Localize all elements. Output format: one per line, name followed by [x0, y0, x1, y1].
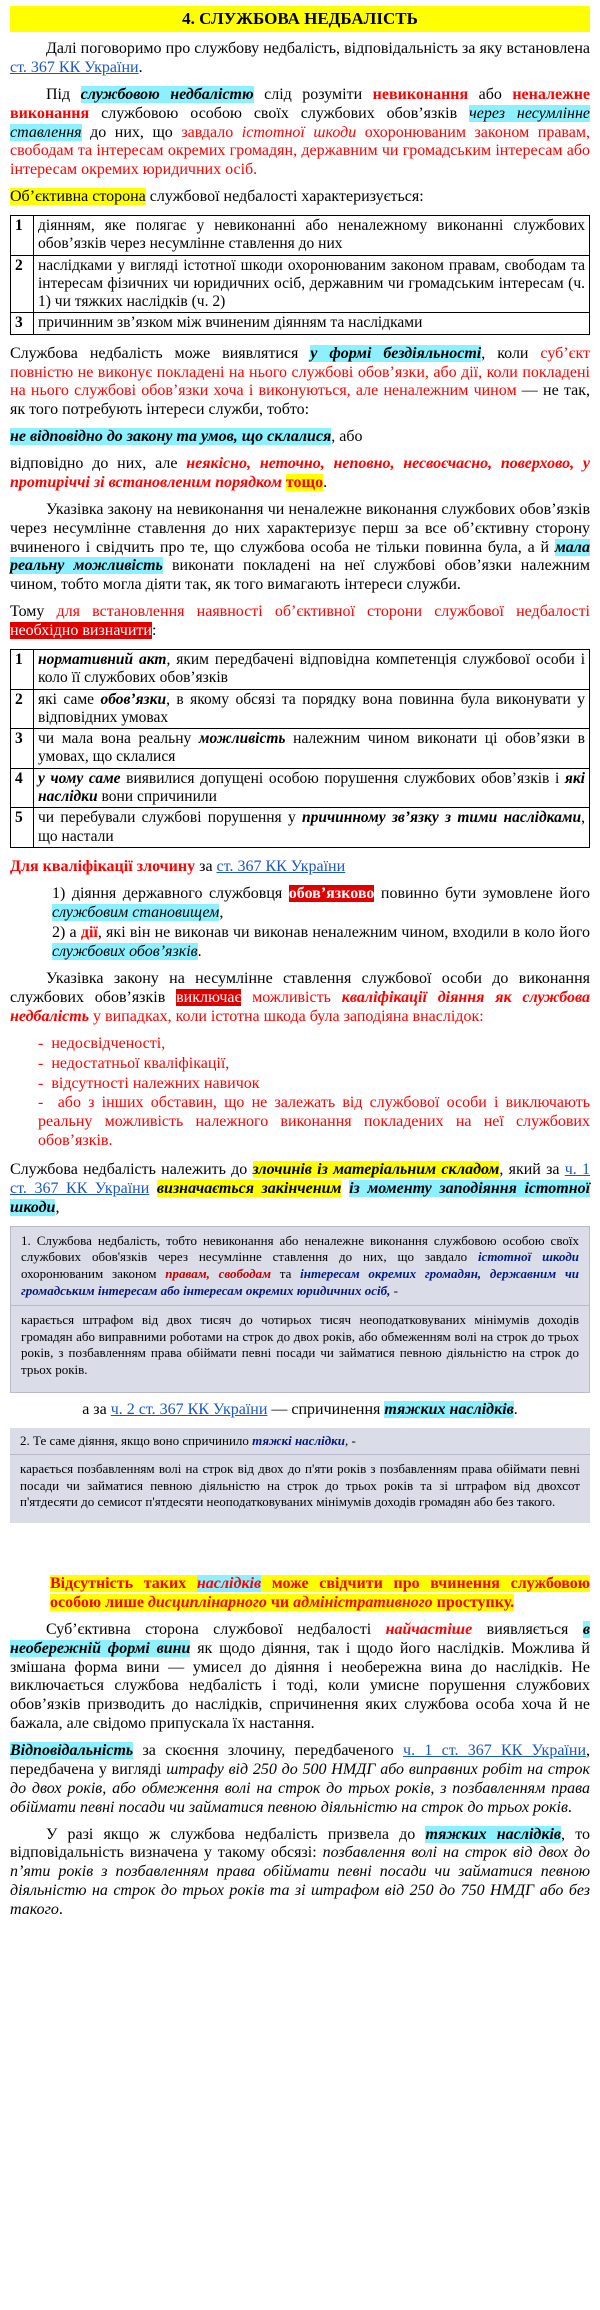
term-official-negligence: службовою недбалістю [80, 85, 254, 103]
table-row: 4 у чому саме виявилися допущені особою порушення службових обов’язків і які наслідки вони спричинили [11, 768, 590, 808]
omission-paragraph: Службова недбалість може виявлятися у формі бездіяльності, коли суб’єкт повністю не виконує покладені на нього службові обов’язки, або дії, коли покладені на нього службові обов’язки хоча і виконуються, але неналежним чином — не так, як того потребують інтереси служби, тобто: [10, 344, 591, 419]
list-item: 2) а дії, які він не виконав чи виконав неналежним чином, входили в коло його службових обов’язків. [52, 924, 590, 961]
article-367-link-2[interactable]: ст. 367 КК України [216, 857, 346, 875]
list-item: - або з інших обставин, що не залежать від службової особи і виключають реальну можливість належного виконання покладених на неї службових обов’язків. [38, 1094, 591, 1150]
subjective-paragraph: Суб’єктивна сторона службової недбалості найчастіше виявляється в необережній формі вини як щодо діяння, так і щодо його наслідків. Можлива й змішана форма вини — умисел до діяння і необережна вина до наслідків. Не виключається службова недбалість і тоді, коли умисне порушення службових обов’язків призводить до наслідків, спричинення яких службова особа хоча й не бажала, але свідомо припускала їх настання. [10, 1620, 590, 1733]
qualification-list [10, 885, 590, 963]
grave-consequences-paragraph: У разі якщо ж службова недбалість призвела до тяжких наслідків, то відповідальність визначена у такому обсязі: позбавлення волі на строк від двох до п’яти років з позбавленням права обіймати певні посади чи займатися певною діяльністю на строк до трьох років та зі штрафом від 250 до 750 НМДГ або без такого. [10, 1825, 591, 1919]
objective-side-table [10, 215, 590, 335]
divider [11, 1305, 589, 1306]
law-indication-paragraph: Указівка закону на невиконання чи неналежне виконання службових обов’язків через несумлінне ставлення до них характеризує перш за все об’єктивну сторону вчиненого і свідчить про те, що службова особа не тільки повинна була, а й мала реальну можливість виконати покладені на неї службові обов’язки належним чином, тобто могла діяти так, як того вимагають інтереси служби. [10, 500, 590, 594]
table-row: 3 чи мала вона реальну можливість належним чином виконати ці обов’язки в умовах, що склалися [11, 729, 590, 769]
part2-line: а за ч. 2 ст. 367 КК України — спричинення тяжких наслідків. [82, 1400, 518, 1418]
excludes-paragraph: Указівка закону на несумлінне ставлення службової особи до виконання службових обов’язків виключає можливість кваліфікації діяння як службова недбалість у випадках, коли істотна шкода була заподіяна внаслідок: [10, 970, 591, 1025]
divider [10, 1454, 590, 1455]
absence-paragraph: Відсутність таких наслідків може свідчити про вчинення службовою особою лише дисциплінарного чи адміністративного проступку. [50, 1575, 591, 1611]
causes-list [10, 1035, 590, 1151]
therefore-line: Тому для встановлення наявності об’єктивної сторони службової недбалості необхідно визначити: [10, 603, 591, 640]
article-367-part1-link[interactable]: ч. 1 ст. 367 КК України [10, 1161, 591, 1197]
page-title: 4. СЛУЖБОВА НЕДБАЛІСТЬ [10, 6, 590, 32]
table-row: 2 наслідками у вигляді істотної шкоди охоронюваним законом правам, свободам та інтересам фізичних чи юридичних осіб, державним чи громадським інтересам (ч. 1) чи тяжких наслідків (ч. 2) [11, 255, 590, 313]
table-row: 5 чи перебували службові порушення у причинному зв’язку з тими наслідками, що настали [11, 808, 590, 848]
law-quote-part1: 1. Службова недбалість, тобто невиконання або неналежне виконання службовою особою своїх службових обов'язків через несумлінне ставлення до них, що завдало істотної шкоди охоронюваним законом правам, свободам та інтересам окремих громадян, державним чи громадським інтересам або інтересам окремих юридичних осіб, - карається штрафом від двох тисяч до чотирьох тисяч неоподатковуваних мінімумів доходів громадян або виправними роботами на строк до двох років, або обмеженням волі на строк до трьох років, з позбавленням права обіймати певні посади чи займатися певною діяльністю на строк до трьох років. [10, 1226, 590, 1393]
table-row: 1 нормативний акт, яким передбачені відповідна компетенція службової особи і коло її службових обов’язків [11, 649, 590, 689]
qualification-heading: Для кваліфікації злочину за ст. 367 КК України [10, 857, 346, 875]
list-item: 1) діяння державного службовця обов’язково повинно бути зумовлене його службовим становищем, [52, 884, 590, 921]
according-paragraph: відповідно до них, але неякісно, неточно, неповно, несвоєчасно, поверхово, у протиріччі зі встановленим порядком тощо. [10, 455, 591, 491]
not-law-line: не відповідно до закону та умов, що склалися, або [10, 428, 363, 446]
list-item: - недосвідченості, [38, 1034, 166, 1052]
article-367-part1-link-2[interactable]: ч. 1 ст. 367 КК України [403, 1742, 587, 1760]
list-item: - недостатньої кваліфікації, [38, 1054, 230, 1072]
material-paragraph: Службова недбалість належить до злочинів із матеріальним складом, який за ч. 1 ст. 367 КК України визначається закінченим із моменту заподіяння істотної шкоди, [10, 1161, 591, 1216]
law-quote-part2: 2. Те саме діяння, якщо воно спричинило тяжкі наслідки, - карається позбавленням волі на строк від двох до п'яти років з позбавленням права обіймати певні посади чи займатися певною діяльністю на строк до трьох років та зі штрафом від двохсот п'ятдесяти до семисот п'ятдесяти неоподатковуваних мінімумів доходів громадян або без такого. [10, 1428, 590, 1524]
table-row: 1 діянням, яке полягає у невиконанні або неналежному виконанні службових обов’язків через несумлінне ставлення до них [11, 216, 590, 256]
intro-paragraph: Далі поговоримо про службову недбалість, відповідальність за яку встановлена ст. 367 КК України. [10, 40, 590, 76]
liability-paragraph: Відповідальність за скоєння злочину, передбаченого ч. 1 ст. 367 КК України, передбачена у вигляді штрафу від 250 до 500 НМДГ або виправних робіт на строк до двох років, або обмеження волі на строк до трьох років, з позбавленням права обіймати певні посади чи займатися певною діяльністю на строк до трьох років. [10, 1742, 591, 1816]
table-row: 2 які саме обов’язки, в якому обсязі та порядку вона повинна була виконувати у відповідних умовах [11, 689, 590, 729]
objective-heading: Об’єктивна сторона службової недбалості характеризується: [10, 188, 424, 206]
determination-table [10, 649, 590, 848]
article-367-link[interactable]: ст. 367 КК України [10, 58, 139, 76]
definition-paragraph: Під службовою недбалістю слід розуміти невиконання або неналежне виконання службовою особою своїх службових обов’язків через несумлінне ставлення до них, що завдало істотної шкоди охоронюваним законом правам, свободам та інтересам окремих громадян, державним чи громадським інтересам або інтересам окремих юридичних осіб. [10, 85, 591, 179]
table-row: 3 причинним зв’язком між вчиненим діянням та наслідками [11, 313, 590, 334]
article-367-part2-link[interactable]: ч. 2 ст. 367 КК України [110, 1400, 268, 1418]
list-item: - відсутності належних навичок [38, 1074, 260, 1092]
